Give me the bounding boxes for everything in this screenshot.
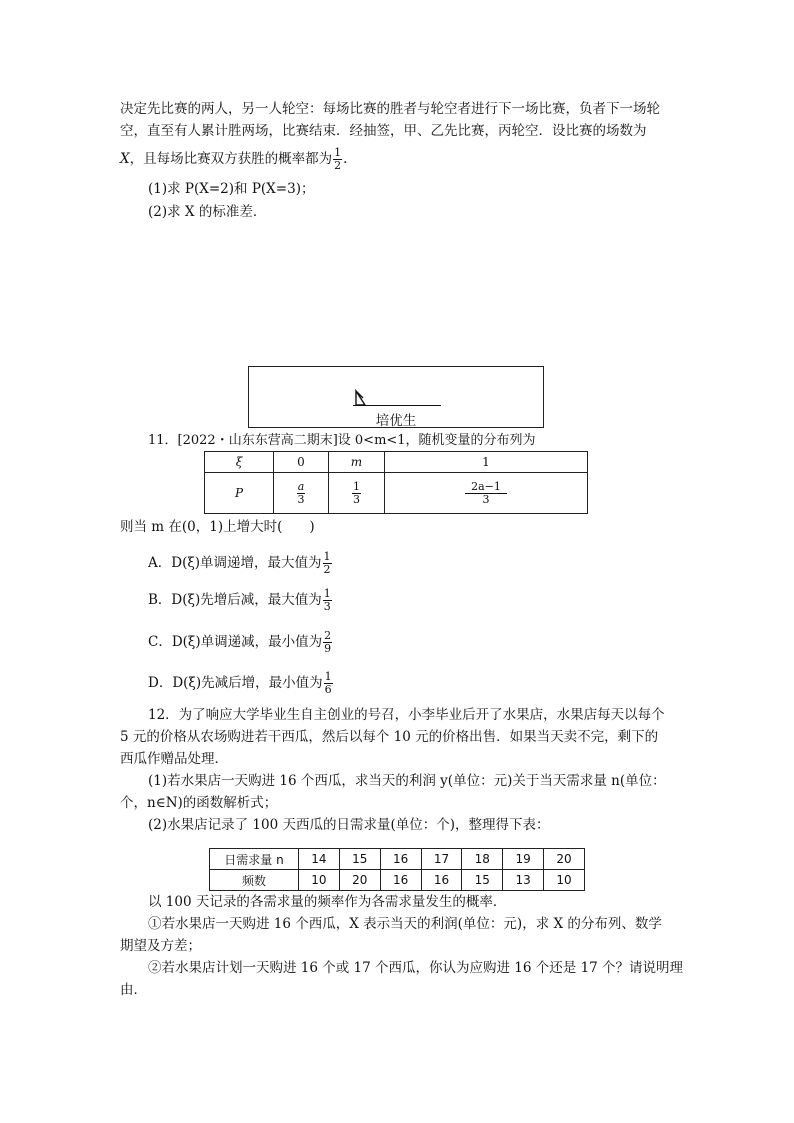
q11-option-d: D．D(ξ)先减后增，最小值为 $\frac{1}{6}$ — [148, 670, 332, 696]
q11-distribution-table — [204, 451, 588, 514]
table-cell: $\frac{a}{3}$ — [274, 473, 329, 514]
table-cell: 15 — [462, 870, 503, 891]
banner-rule — [353, 405, 441, 406]
q12-sub-1b: 期望及方差； — [120, 938, 201, 954]
q12-part-2: (2)水果店记录了 100 天西瓜的日需求量(单位：个)，整理得下表： — [148, 817, 550, 833]
table-cell: 1 — [385, 452, 588, 473]
table-cell: $\frac{1}{3}$ — [329, 473, 385, 514]
table-cell: 20 — [339, 870, 380, 891]
q10-part-2: (2)求 X 的标准差． — [148, 204, 267, 220]
q10-line-3-end: . — [343, 151, 348, 167]
table-cell: ξ — [205, 452, 274, 473]
table-cell: P — [205, 473, 274, 514]
section-banner — [248, 366, 544, 428]
table-header-label: 频数 — [210, 870, 299, 891]
table-row — [205, 473, 588, 514]
q12-note: 以 100 天记录的各需求量的频率作为各需求量发生的概率． — [148, 894, 507, 910]
q10-line-1: 决定先比赛的两人，另一人轮空：每场比赛的胜者与轮空者进行下一场比赛，负者下一场轮 — [120, 101, 660, 117]
q12-sub-2b: 由． — [120, 982, 147, 998]
table-cell: 18 — [462, 849, 503, 870]
q10-line-3-text: ，且每场比赛双方获胜的概率都为 — [129, 151, 333, 167]
q10-line-3 — [120, 144, 347, 174]
table-row — [205, 452, 588, 473]
table-cell: 16 — [380, 849, 421, 870]
table-cell: 0 — [274, 452, 329, 473]
q12-line-1: 12．为了响应大学毕业生自主创业的号召，小李毕业后开了水果店，水果店每天以每个 — [148, 707, 665, 723]
q10-fraction — [333, 147, 342, 172]
q11-stem: 11．[2022・山东东营高二期末]设 0<m<1，随机变量的分布列为 — [148, 433, 536, 448]
q12-line-2: 5 元的价格从农场购进若干西瓜，然后以每个 10 元的价格出售．如果当天卖不完，剩下的 — [120, 729, 659, 745]
table-cell: $\frac{2a-1}{3}$ — [385, 473, 588, 514]
table-cell: 16 — [380, 870, 421, 891]
table-row — [210, 870, 585, 891]
q12-sub-2a: ②若水果店计划一天购进 16 个或 17 个西瓜，你认为应购进 16 个还是 17 个？请说明理 — [148, 960, 684, 976]
table-cell: 14 — [299, 849, 340, 870]
q12-demand-table — [209, 848, 585, 891]
q12-sub-1a: ①若水果店一天购进 16 个西瓜，X 表示当天的利润(单位：元)，求 X 的分布列、数学 — [148, 916, 662, 932]
q12-part-1b: 个，n∈N)的函数解析式； — [120, 795, 278, 811]
q11-option-a: A．D(ξ)单调递增，最大值为 $\frac{1}{2}$ — [148, 550, 331, 576]
q11-option-b: B．D(ξ)先增后减，最大值为 $\frac{1}{3}$ — [148, 587, 331, 613]
q10-frac-num: 1 — [334, 146, 342, 159]
table-cell: 20 — [544, 849, 585, 870]
table-cell: 16 — [421, 870, 462, 891]
table-cell: 17 — [421, 849, 462, 870]
table-row — [210, 849, 585, 870]
table-cell: 15 — [339, 849, 380, 870]
table-header-label: 日需求量 n — [210, 849, 299, 870]
q11-question: 则当 m 在(0，1)上增大时( ) — [120, 519, 315, 535]
q12-part-1a: (1)若水果店一天购进 16 个西瓜，求当天的利润 y(单位：元)关于当天需求量 n(单位： — [148, 773, 666, 789]
table-cell: m — [329, 452, 385, 473]
q10-part-1: (1)求 P(X=2)和 P(X=3)； — [148, 181, 315, 197]
q10-var-x: X — [120, 151, 130, 167]
table-cell: 10 — [544, 870, 585, 891]
q11-option-c: C．D(ξ)单调递减，最小值为 $\frac{2}{9}$ — [148, 629, 332, 655]
q12-line-3: 西瓜作赠品处理． — [120, 751, 228, 767]
q10-line-2: 空，直至有人累计胜两场，比赛结束．经抽签，甲、乙先比赛，丙轮空．设比赛的场数为 — [120, 123, 647, 139]
q10-frac-den: 2 — [334, 159, 342, 172]
table-cell: 13 — [503, 870, 544, 891]
banner-label: 培优生 — [375, 413, 417, 429]
table-cell: 19 — [503, 849, 544, 870]
table-cell: 10 — [299, 870, 340, 891]
